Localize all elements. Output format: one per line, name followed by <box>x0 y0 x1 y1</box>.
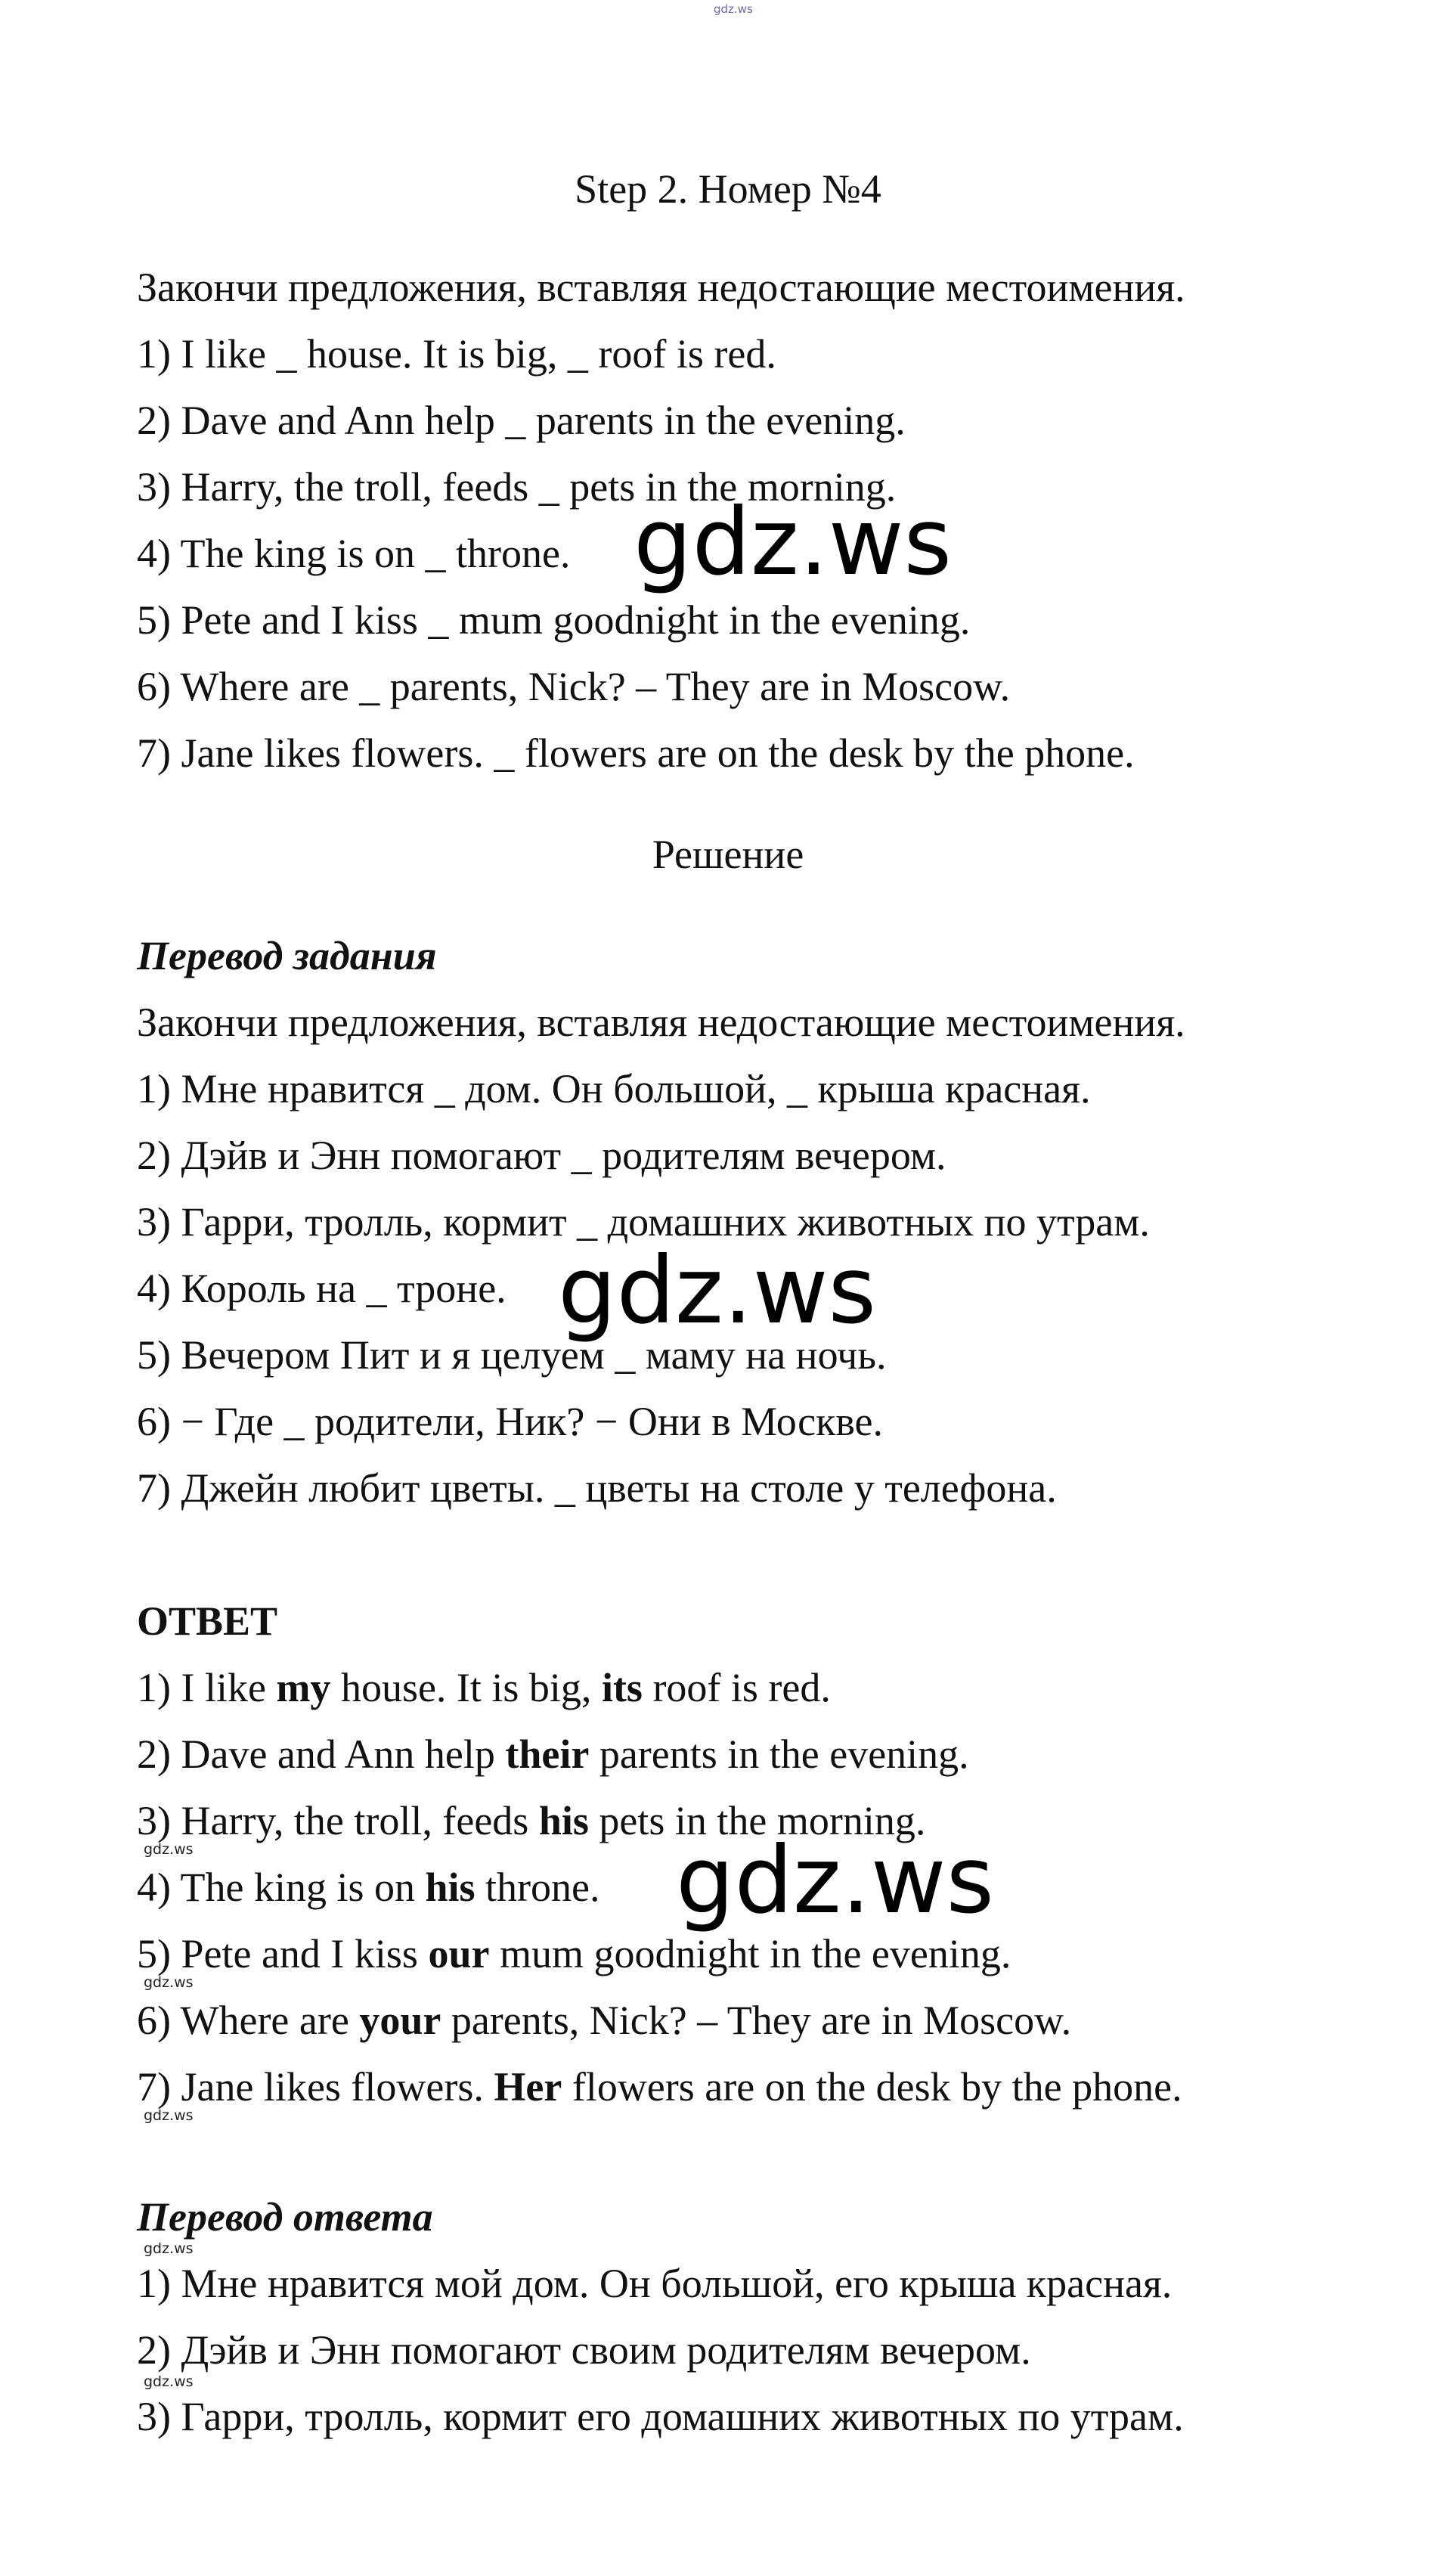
answer-item-5: 5) Pete and I kiss our mum goodnight in the evening. <box>137 1931 1011 1976</box>
answer-item-3: 3) Harry, the troll, feeds his pets in the morning. <box>137 1798 926 1843</box>
translation-answer-item-2: 2) Дэйв и Энн помогают своим родителям вечером. <box>137 2327 1031 2373</box>
answer-item-6: 6) Where are your parents, Nick? – They are in Moscow. <box>137 1998 1072 2043</box>
answer-item-2: 2) Dave and Ann help their parents in the evening. <box>137 1731 969 1777</box>
answer-item-4: 4) The king is on his throne. <box>137 1865 600 1910</box>
translation-answer-item-3: 3) Гарри, тролль, кормит его домашних животных по утрам. <box>137 2394 1184 2439</box>
watermark-small-3: gdz.ws <box>144 2107 194 2124</box>
task-item-7: 7) Jane likes flowers. _ flowers are on the desk by the phone. <box>137 730 1135 776</box>
watermark-logo-1: gdz.ws <box>634 488 953 596</box>
translation-task-item-6: 6) − Где _ родители, Ник? − Они в Москве. <box>137 1399 883 1444</box>
task-item-3: 3) Harry, the troll, feeds _ pets in the morning. <box>137 464 897 510</box>
answer-item-1: 1) I like my house. It is big, its roof is red. <box>137 1665 831 1710</box>
solution-label: Решение <box>652 832 804 877</box>
watermark-small-1: gdz.ws <box>144 1841 194 1858</box>
translation-task-heading: Перевод задания <box>137 933 437 978</box>
task-item-1: 1) I like _ house. It is big, _ roof is red. <box>137 331 776 377</box>
translation-task-item-3: 3) Гарри, тролль, кормит _ домашних животных по утрам. <box>137 1199 1150 1245</box>
watermark-small-5: gdz.ws <box>144 2373 194 2390</box>
task-item-4: 4) The king is on _ throne. <box>137 531 571 576</box>
answer-item-7: 7) Jane likes flowers. Her flowers are on the desk by the phone. <box>137 2064 1182 2110</box>
translation-task-item-7: 7) Джейн любит цветы. _ цветы на столе у телефона. <box>137 1465 1057 1511</box>
task-item-5: 5) Pete and I kiss _ mum goodnight in the evening. <box>137 597 971 643</box>
watermark-top: gdz.ws <box>714 2 753 16</box>
translation-answer-heading: Перевод ответа <box>137 2194 433 2240</box>
translation-task-item-2: 2) Дэйв и Энн помогают _ родителям вечером. <box>137 1133 946 1178</box>
task-item-2: 2) Dave and Ann help _ parents in the evening. <box>137 398 906 443</box>
translation-task-instruction: Закончи предложения, вставляя недостающие местоимения. <box>137 1000 1185 1045</box>
translation-task-item-4: 4) Король на _ троне. <box>137 1266 507 1311</box>
watermark-logo-2: gdz.ws <box>558 1237 877 1344</box>
translation-task-item-5: 5) Вечером Пит и я целуем _ маму на ночь. <box>137 1332 887 1378</box>
page-title: Step 2. Номер №4 <box>575 166 881 212</box>
translation-answer-item-1: 1) Мне нравится мой дом. Он большой, его крыша красная. <box>137 2261 1173 2306</box>
watermark-small-2: gdz.ws <box>144 1974 194 1991</box>
watermark-logo-3: gdz.ws <box>676 1827 995 1934</box>
task-instruction: Закончи предложения, вставляя недостающие местоимения. <box>137 265 1185 310</box>
watermark-small-4: gdz.ws <box>144 2240 194 2257</box>
answer-heading: ОТВЕТ <box>137 1598 278 1644</box>
task-item-6: 6) Where are _ parents, Nick? – They are in Moscow. <box>137 664 1011 709</box>
translation-task-item-1: 1) Мне нравится _ дом. Он большой, _ крыша красная. <box>137 1066 1091 1111</box>
